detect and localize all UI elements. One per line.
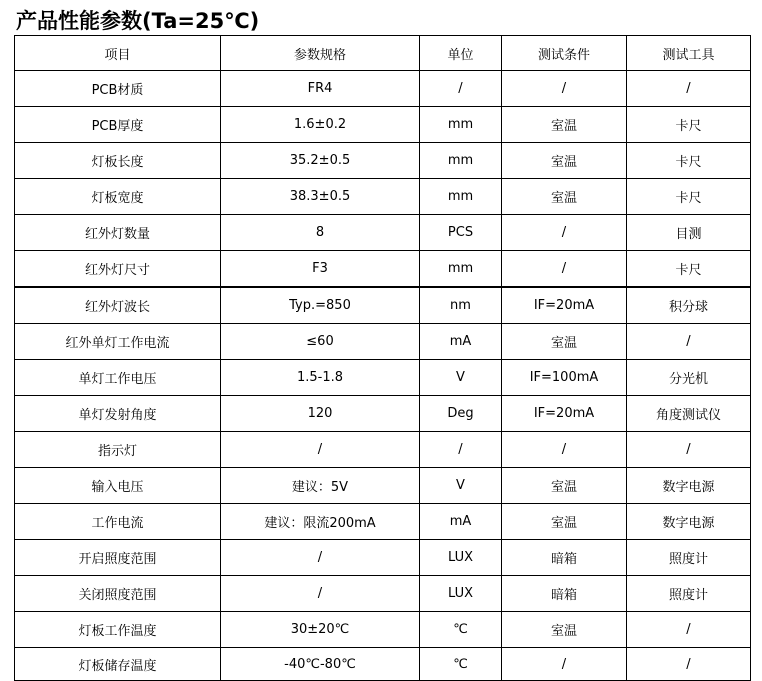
header-cell-unit: 单位 bbox=[420, 36, 502, 71]
table-row bbox=[15, 612, 751, 648]
cell-unit: LUX bbox=[420, 540, 502, 576]
cell-tool: / bbox=[627, 71, 751, 107]
cell-tool: / bbox=[627, 648, 751, 681]
cell-item: 开启照度范围 bbox=[15, 540, 221, 576]
cell-unit: mm bbox=[420, 251, 502, 288]
cell-item: 红外灯尺寸 bbox=[15, 251, 221, 288]
table-row bbox=[15, 287, 751, 324]
cell-spec: 1.5-1.8 bbox=[221, 360, 420, 396]
cell-unit: ℃ bbox=[420, 648, 502, 681]
cell-item: 灯板宽度 bbox=[15, 179, 221, 215]
cell-condition: / bbox=[502, 251, 627, 288]
table-row bbox=[15, 540, 751, 576]
cell-item: PCB厚度 bbox=[15, 107, 221, 143]
cell-unit: LUX bbox=[420, 576, 502, 612]
cell-tool: 卡尺 bbox=[627, 179, 751, 215]
cell-spec: ≤60 bbox=[221, 324, 420, 360]
header-cell-tool: 测试工具 bbox=[627, 36, 751, 71]
cell-unit: mm bbox=[420, 107, 502, 143]
cell-condition: / bbox=[502, 71, 627, 107]
cell-spec: / bbox=[221, 540, 420, 576]
cell-item: 红外单灯工作电流 bbox=[15, 324, 221, 360]
cell-condition: 室温 bbox=[502, 107, 627, 143]
cell-condition: / bbox=[502, 648, 627, 681]
table-row bbox=[15, 468, 751, 504]
cell-spec: Typ.=850 bbox=[221, 287, 420, 324]
cell-unit: / bbox=[420, 432, 502, 468]
table-row bbox=[15, 179, 751, 215]
cell-unit: V bbox=[420, 360, 502, 396]
cell-unit: mA bbox=[420, 504, 502, 540]
cell-item: 灯板长度 bbox=[15, 143, 221, 179]
cell-item: 灯板工作温度 bbox=[15, 612, 221, 648]
cell-condition: 室温 bbox=[502, 504, 627, 540]
cell-condition: 室温 bbox=[502, 468, 627, 504]
cell-unit: Deg bbox=[420, 396, 502, 432]
cell-spec: 30±20℃ bbox=[221, 612, 420, 648]
cell-spec: -40℃-80℃ bbox=[221, 648, 420, 681]
cell-tool: 卡尺 bbox=[627, 107, 751, 143]
cell-spec: 1.6±0.2 bbox=[221, 107, 420, 143]
table-header-row bbox=[15, 36, 751, 71]
cell-item: 灯板储存温度 bbox=[15, 648, 221, 681]
spec-table bbox=[14, 35, 751, 681]
cell-condition: 暗箱 bbox=[502, 576, 627, 612]
table-row bbox=[15, 107, 751, 143]
table-row bbox=[15, 504, 751, 540]
cell-spec: 38.3±0.5 bbox=[221, 179, 420, 215]
cell-unit: V bbox=[420, 468, 502, 504]
table-row bbox=[15, 71, 751, 107]
cell-tool: / bbox=[627, 432, 751, 468]
table-row bbox=[15, 576, 751, 612]
cell-tool: 卡尺 bbox=[627, 251, 751, 288]
cell-item: PCB材质 bbox=[15, 71, 221, 107]
cell-condition: 室温 bbox=[502, 324, 627, 360]
cell-unit: PCS bbox=[420, 215, 502, 251]
cell-condition: 室温 bbox=[502, 143, 627, 179]
cell-spec: 8 bbox=[221, 215, 420, 251]
table-row bbox=[15, 648, 751, 681]
cell-condition: 暗箱 bbox=[502, 540, 627, 576]
cell-spec: 建议：限流200mA bbox=[221, 504, 420, 540]
table-row bbox=[15, 432, 751, 468]
cell-unit: mA bbox=[420, 324, 502, 360]
table-row bbox=[15, 360, 751, 396]
cell-item: 关闭照度范围 bbox=[15, 576, 221, 612]
cell-condition: IF=20mA bbox=[502, 396, 627, 432]
table-row bbox=[15, 215, 751, 251]
cell-tool: / bbox=[627, 324, 751, 360]
cell-unit: mm bbox=[420, 143, 502, 179]
cell-tool: 照度计 bbox=[627, 540, 751, 576]
cell-condition: IF=20mA bbox=[502, 287, 627, 324]
cell-tool: 分光机 bbox=[627, 360, 751, 396]
cell-item: 单灯工作电压 bbox=[15, 360, 221, 396]
cell-item: 工作电流 bbox=[15, 504, 221, 540]
cell-condition: 室温 bbox=[502, 179, 627, 215]
cell-tool: 卡尺 bbox=[627, 143, 751, 179]
cell-item: 红外灯数量 bbox=[15, 215, 221, 251]
cell-tool: 数字电源 bbox=[627, 468, 751, 504]
table-row bbox=[15, 324, 751, 360]
cell-spec: F3 bbox=[221, 251, 420, 288]
cell-condition: / bbox=[502, 215, 627, 251]
cell-spec: 35.2±0.5 bbox=[221, 143, 420, 179]
cell-item: 输入电压 bbox=[15, 468, 221, 504]
cell-tool: 积分球 bbox=[627, 287, 751, 324]
header-cell-spec: 参数规格 bbox=[221, 36, 420, 71]
cell-spec: / bbox=[221, 576, 420, 612]
table-row bbox=[15, 143, 751, 179]
cell-spec: 建议：5V bbox=[221, 468, 420, 504]
cell-item: 单灯发射角度 bbox=[15, 396, 221, 432]
cell-spec: FR4 bbox=[221, 71, 420, 107]
cell-unit: mm bbox=[420, 179, 502, 215]
table-row bbox=[15, 396, 751, 432]
cell-condition: IF=100mA bbox=[502, 360, 627, 396]
cell-unit: / bbox=[420, 71, 502, 107]
cell-condition: / bbox=[502, 432, 627, 468]
cell-spec: 120 bbox=[221, 396, 420, 432]
cell-tool: 数字电源 bbox=[627, 504, 751, 540]
cell-tool: / bbox=[627, 612, 751, 648]
cell-item: 红外灯波长 bbox=[15, 287, 221, 324]
table-row bbox=[15, 251, 751, 288]
cell-condition: 室温 bbox=[502, 612, 627, 648]
page-title: 产品性能参数(Ta=25℃) bbox=[16, 9, 260, 33]
cell-tool: 照度计 bbox=[627, 576, 751, 612]
header-cell-item: 项目 bbox=[15, 36, 221, 71]
cell-tool: 角度测试仪 bbox=[627, 396, 751, 432]
cell-unit: nm bbox=[420, 287, 502, 324]
cell-spec: / bbox=[221, 432, 420, 468]
header-cell-condition: 测试条件 bbox=[502, 36, 627, 71]
cell-tool: 目测 bbox=[627, 215, 751, 251]
cell-unit: ℃ bbox=[420, 612, 502, 648]
cell-item: 指示灯 bbox=[15, 432, 221, 468]
